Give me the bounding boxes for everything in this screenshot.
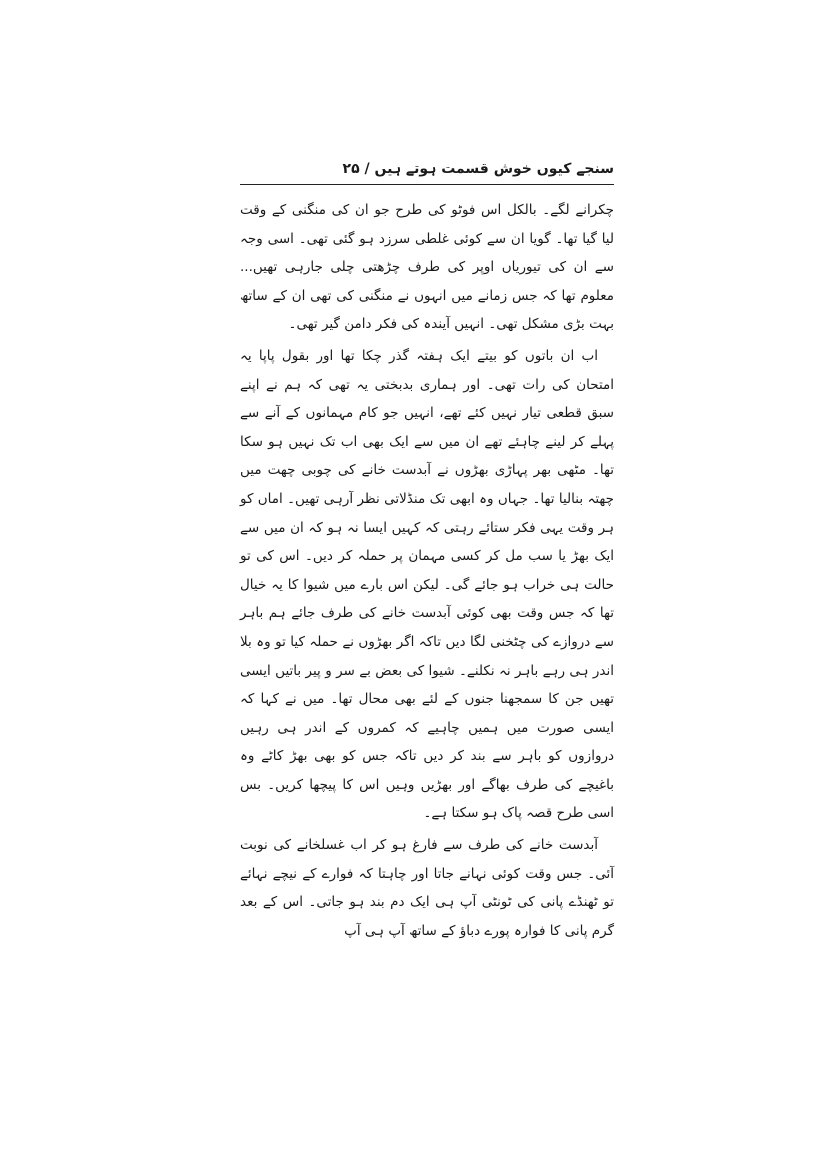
body-text: [240, 196, 614, 945]
paragraph: آبدست خانے کی طرف سے فارغ ہو کر اب غسلخانے کی نوبت آئی۔ جس وقت کوئی نہانے جاتا اور چاہتا کہ فوارے کے نیچے نہائے تو ٹھنڈے پانی کی ٹونٹی آپ ہی ایک دم بند ہو جاتی۔ اس کے بعد گرم پانی کا فوارہ پورے دباؤ کے ساتھ آپ ہی آپ: [240, 837, 614, 939]
paragraph: چکرانے لگے۔ بالکل اس فوٹو کی طرح جو ان کی منگنی کے وقت لیا گیا تھا۔ گویا ان سے کوئی غلطی سرزد ہو گئی تھی۔ اسی وجہ سے ان کی تیوریاں اوپر کی طرف چڑھتی چلی جارہی تھیں... معلوم تھا کہ جس زمانے میں انہوں نے منگنی کی تھی ان کے ساتھ بہت بڑی مشکل تھی۔ انہیں آیندہ کی فکر دامن گیر تھی۔: [240, 202, 614, 333]
paragraph: اب ان باتوں کو بیتے ایک ہفتہ گذر چکا تھا اور بقول پاپا یہ امتحان کی رات تھی۔ اور ہماری بدبختی یہ تھی کہ ہم نے اپنے سبق قطعی تیار نہیں کئے تھے، انہیں جو کام مہمانوں کے آنے سے پہلے کر لینے چاہئے تھے ان میں سے ایک بھی اب تک نہیں ہو سکا تھا۔ مٹھی بھر پہاڑی بھڑوں نے آبدست خانے کی چوبی چھت میں چھتہ بنالیا تھا۔ جہاں وہ ابھی تک منڈلاتی نظر آرہی تھیں۔ اماں کو ہر وقت یہی فکر ستائے رہتی کہ کہیں ایسا نہ ہو کہ ان میں سے ایک بھڑ یا سب مل کر کسی مہمان پر حملہ کر دیں۔ اس کی تو حالت ہی خراب ہو جائے گی۔ لیکن اس بارے میں شیوا کا یہ خیال تھا کہ جس وقت بھی کوئی آبدست خانے کی طرف جائے ہم باہر سے دروازے کی چٹخنی لگا دیں تاکہ اگر بھڑوں نے حملہ کیا تو وہ بلا اندر ہی رہے باہر نہ نکلنے۔ شیوا کی بعض بے سر و پیر باتیں ایسی تھیں جن کا سمجھنا جنوں کے لئے بھی محال تھا۔ میں نے کہا کہ ایسی صورت میں ہمیں چاہیے کہ کمروں کے اندر ہی رہیں دروازوں کو باہر سے بند کر دیں تاکہ جس کو بھی بھڑ کاٹے وہ باغیچے کی طرف بھاگے اور بھڑیں وہیں اس کا پیچھا کریں۔ بس اسی طرح قصہ پاک ہو سکتا ہے۔: [240, 347, 614, 822]
header-rule: [240, 184, 614, 185]
running-header: سنجے کیوں خوش قسمت ہوتے ہیں / ۲۵: [342, 161, 614, 177]
